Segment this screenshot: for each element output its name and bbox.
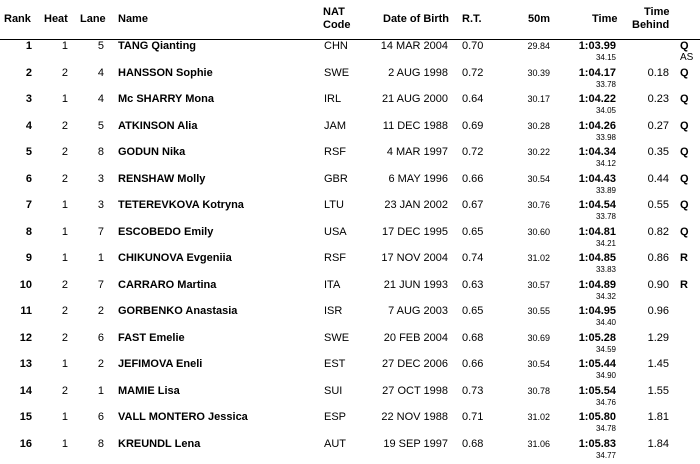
cell-dob: 21 AUG 2000 <box>375 93 448 106</box>
cell-nat: ITA <box>324 279 364 292</box>
cell-lane: 3 <box>86 199 104 212</box>
cell-heat: 2 <box>50 332 68 345</box>
cell-dob: 27 DEC 2006 <box>375 358 448 371</box>
cell-dob: 7 AUG 2003 <box>375 305 448 318</box>
cell-time-behind: 0.96 <box>630 305 669 318</box>
cell-heat: 2 <box>50 385 68 398</box>
cell-name: VALL MONTERO Jessica <box>118 411 318 424</box>
cell-split-100m: 34.77 <box>560 451 616 460</box>
cell-split-50m: 30.55 <box>510 305 550 318</box>
cell-qualification: R <box>680 252 694 265</box>
cell-name: ATKINSON Alia <box>118 120 318 133</box>
cell-nat: SWE <box>324 332 364 345</box>
cell-nat: JAM <box>324 120 364 133</box>
cell-name: TANG Qianting <box>118 40 318 53</box>
cell-time: 1:05.80 <box>560 411 616 424</box>
cell-rt: 0.74 <box>462 252 492 265</box>
cell-qualification: R <box>680 279 694 292</box>
cell-split-100m: 33.78 <box>560 212 616 221</box>
cell-rank: 15 <box>0 411 32 424</box>
cell-rt: 0.65 <box>462 305 492 318</box>
cell-rt: 0.65 <box>462 226 492 239</box>
cell-heat: 2 <box>50 279 68 292</box>
cell-name: GODUN Nika <box>118 146 318 159</box>
cell-rank: 6 <box>0 173 32 186</box>
cell-nat: IRL <box>324 93 364 106</box>
cell-name: CHIKUNOVA Evgeniia <box>118 252 318 265</box>
cell-nat: GBR <box>324 173 364 186</box>
cell-qualification: Q <box>680 173 694 186</box>
cell-nat: SWE <box>324 67 364 80</box>
cell-lane: 3 <box>86 173 104 186</box>
cell-time-behind: 0.55 <box>630 199 669 212</box>
cell-split-50m: 30.57 <box>510 279 550 292</box>
cell-lane: 8 <box>86 146 104 159</box>
header-lane: Lane <box>80 13 106 26</box>
cell-name: KREUNDL Lena <box>118 438 318 451</box>
header-rank: Rank <box>4 13 31 26</box>
cell-split-50m: 30.28 <box>510 120 550 133</box>
cell-rt: 0.68 <box>462 438 492 451</box>
cell-nat: CHN <box>324 40 364 53</box>
table-row <box>0 358 700 385</box>
cell-time-behind: 1.81 <box>630 411 669 424</box>
cell-dob: 21 JUN 1993 <box>375 279 448 292</box>
cell-heat: 2 <box>50 173 68 186</box>
cell-time-behind: 1.29 <box>630 332 669 345</box>
cell-time-behind: 0.35 <box>630 146 669 159</box>
cell-time-behind: 0.82 <box>630 226 669 239</box>
cell-name: RENSHAW Molly <box>118 173 318 186</box>
cell-rt: 0.68 <box>462 332 492 345</box>
cell-rt: 0.72 <box>462 67 492 80</box>
cell-name: ESCOBEDO Emily <box>118 226 318 239</box>
header-behind-line2: Behind <box>632 19 669 32</box>
cell-split-50m: 30.22 <box>510 146 550 159</box>
cell-heat: 1 <box>50 358 68 371</box>
cell-time-behind: 0.23 <box>630 93 669 106</box>
header-time: Time <box>592 13 617 26</box>
cell-dob: 22 NOV 1988 <box>375 411 448 424</box>
cell-nat: SUI <box>324 385 364 398</box>
cell-lane: 1 <box>86 252 104 265</box>
cell-rt: 0.64 <box>462 93 492 106</box>
header-rt: R.T. <box>462 13 482 26</box>
cell-rank: 7 <box>0 199 32 212</box>
cell-nat: RSF <box>324 146 364 159</box>
cell-nat: ISR <box>324 305 364 318</box>
cell-qualification: Q <box>680 120 694 133</box>
cell-time: 1:05.44 <box>560 358 616 371</box>
table-row <box>0 385 700 412</box>
cell-nat: USA <box>324 226 364 239</box>
cell-rank: 13 <box>0 358 32 371</box>
cell-lane: 6 <box>86 332 104 345</box>
cell-split-100m: 34.15 <box>560 53 616 62</box>
cell-time-behind: 0.27 <box>630 120 669 133</box>
table-row <box>0 438 700 464</box>
cell-time: 1:04.43 <box>560 173 616 186</box>
cell-rt: 0.66 <box>462 173 492 186</box>
cell-rank: 3 <box>0 93 32 106</box>
cell-rank: 11 <box>0 305 32 318</box>
cell-nat: RSF <box>324 252 364 265</box>
cell-dob: 2 AUG 1998 <box>375 67 448 80</box>
cell-rank: 12 <box>0 332 32 345</box>
cell-name: HANSSON Sophie <box>118 67 318 80</box>
cell-time-behind: 0.18 <box>630 67 669 80</box>
cell-heat: 2 <box>50 305 68 318</box>
cell-name: MAMIE Lisa <box>118 385 318 398</box>
cell-split-100m: 34.05 <box>560 106 616 115</box>
cell-time-behind: 1.55 <box>630 385 669 398</box>
cell-time: 1:04.26 <box>560 120 616 133</box>
cell-split-50m: 30.17 <box>510 93 550 106</box>
header-behind-line1: Time <box>644 6 669 19</box>
cell-name: TETEREVKOVA Kotryna <box>118 199 318 212</box>
header-nat-line2: Code <box>323 19 351 32</box>
cell-heat: 1 <box>50 411 68 424</box>
cell-heat: 1 <box>50 199 68 212</box>
cell-lane: 8 <box>86 438 104 451</box>
table-row <box>0 173 700 200</box>
table-row <box>0 252 700 279</box>
cell-nat: ESP <box>324 411 364 424</box>
cell-rt: 0.69 <box>462 120 492 133</box>
cell-dob: 23 JAN 2002 <box>375 199 448 212</box>
table-row <box>0 199 700 226</box>
cell-rt: 0.70 <box>462 40 492 53</box>
cell-lane: 5 <box>86 120 104 133</box>
cell-time: 1:04.85 <box>560 252 616 265</box>
cell-record-mark: AS <box>680 53 700 62</box>
cell-time-behind: 1.45 <box>630 358 669 371</box>
cell-lane: 5 <box>86 40 104 53</box>
header-dob: Date of Birth <box>383 13 449 26</box>
cell-time-behind: 1.84 <box>630 438 669 451</box>
table-row <box>0 279 700 306</box>
cell-rank: 4 <box>0 120 32 133</box>
cell-dob: 27 OCT 1998 <box>375 385 448 398</box>
cell-rank: 8 <box>0 226 32 239</box>
cell-rank: 10 <box>0 279 32 292</box>
cell-heat: 1 <box>50 438 68 451</box>
table-row <box>0 226 700 253</box>
cell-lane: 7 <box>86 226 104 239</box>
cell-rt: 0.72 <box>462 146 492 159</box>
cell-lane: 1 <box>86 385 104 398</box>
cell-nat: AUT <box>324 438 364 451</box>
cell-dob: 4 MAR 1997 <box>375 146 448 159</box>
cell-rt: 0.63 <box>462 279 492 292</box>
cell-rank: 2 <box>0 67 32 80</box>
cell-name: JEFIMOVA Eneli <box>118 358 318 371</box>
cell-rt: 0.71 <box>462 411 492 424</box>
table-header <box>0 0 700 40</box>
table-row <box>0 411 700 438</box>
cell-heat: 1 <box>50 93 68 106</box>
cell-dob: 17 DEC 1995 <box>375 226 448 239</box>
cell-time: 1:05.54 <box>560 385 616 398</box>
cell-split-100m: 33.89 <box>560 186 616 195</box>
cell-split-50m: 30.54 <box>510 173 550 186</box>
cell-rank: 5 <box>0 146 32 159</box>
cell-time: 1:04.81 <box>560 226 616 239</box>
table-row <box>0 146 700 173</box>
cell-time-behind: 0.90 <box>630 279 669 292</box>
cell-split-50m: 31.06 <box>510 438 550 451</box>
cell-qualification: Q <box>680 67 694 80</box>
cell-split-50m: 31.02 <box>510 411 550 424</box>
cell-split-100m: 34.78 <box>560 424 616 433</box>
cell-time: 1:04.54 <box>560 199 616 212</box>
cell-split-50m: 30.54 <box>510 358 550 371</box>
cell-qualification: Q <box>680 226 694 239</box>
cell-rank: 14 <box>0 385 32 398</box>
cell-split-100m: 34.90 <box>560 371 616 380</box>
table-row <box>0 40 700 67</box>
table-row <box>0 120 700 147</box>
cell-name: GORBENKO Anastasia <box>118 305 318 318</box>
cell-dob: 6 MAY 1996 <box>375 173 448 186</box>
table-row <box>0 93 700 120</box>
header-heat: Heat <box>44 13 68 26</box>
cell-qualification: Q <box>680 199 694 212</box>
cell-time: 1:05.83 <box>560 438 616 451</box>
cell-time: 1:04.22 <box>560 93 616 106</box>
cell-lane: 2 <box>86 305 104 318</box>
header-name: Name <box>118 13 148 26</box>
cell-lane: 7 <box>86 279 104 292</box>
cell-split-50m: 29.84 <box>510 40 550 53</box>
cell-dob: 20 FEB 2004 <box>375 332 448 345</box>
cell-split-100m: 34.59 <box>560 345 616 354</box>
cell-split-50m: 30.60 <box>510 226 550 239</box>
cell-split-100m: 34.76 <box>560 398 616 407</box>
cell-time-behind: 0.44 <box>630 173 669 186</box>
cell-lane: 4 <box>86 67 104 80</box>
cell-heat: 1 <box>50 40 68 53</box>
cell-rt: 0.73 <box>462 385 492 398</box>
cell-split-100m: 34.21 <box>560 239 616 248</box>
cell-split-50m: 30.78 <box>510 385 550 398</box>
cell-heat: 1 <box>50 226 68 239</box>
cell-split-100m: 33.83 <box>560 265 616 274</box>
cell-split-100m: 33.98 <box>560 133 616 142</box>
cell-rank: 16 <box>0 438 32 451</box>
table-row <box>0 332 700 359</box>
cell-heat: 2 <box>50 120 68 133</box>
header-nat-line1: NAT <box>323 6 345 19</box>
cell-qualification: Q <box>680 40 694 53</box>
cell-time: 1:04.89 <box>560 279 616 292</box>
cell-rt: 0.67 <box>462 199 492 212</box>
table-row <box>0 67 700 94</box>
cell-heat: 2 <box>50 146 68 159</box>
cell-nat: EST <box>324 358 364 371</box>
cell-split-100m: 34.40 <box>560 318 616 327</box>
cell-lane: 4 <box>86 93 104 106</box>
cell-time: 1:04.95 <box>560 305 616 318</box>
cell-time: 1:04.34 <box>560 146 616 159</box>
table-row <box>0 305 700 332</box>
cell-split-50m: 30.69 <box>510 332 550 345</box>
cell-heat: 1 <box>50 252 68 265</box>
cell-split-100m: 34.12 <box>560 159 616 168</box>
cell-dob: 19 SEP 1997 <box>375 438 448 451</box>
cell-time-behind: 0.86 <box>630 252 669 265</box>
cell-rank: 9 <box>0 252 32 265</box>
cell-dob: 14 MAR 2004 <box>375 40 448 53</box>
cell-time: 1:05.28 <box>560 332 616 345</box>
cell-split-100m: 33.78 <box>560 80 616 89</box>
cell-lane: 2 <box>86 358 104 371</box>
cell-nat: LTU <box>324 199 364 212</box>
cell-dob: 17 NOV 2004 <box>375 252 448 265</box>
cell-rank: 1 <box>0 40 32 53</box>
cell-time: 1:04.17 <box>560 67 616 80</box>
cell-qualification: Q <box>680 93 694 106</box>
cell-name: CARRARO Martina <box>118 279 318 292</box>
cell-name: Mc SHARRY Mona <box>118 93 318 106</box>
cell-split-100m: 34.32 <box>560 292 616 301</box>
cell-qualification: Q <box>680 146 694 159</box>
cell-split-50m: 30.76 <box>510 199 550 212</box>
header-split: 50m <box>528 13 550 26</box>
cell-time: 1:03.99 <box>560 40 616 53</box>
cell-lane: 6 <box>86 411 104 424</box>
cell-name: FAST Emelie <box>118 332 318 345</box>
cell-rt: 0.66 <box>462 358 492 371</box>
cell-split-50m: 31.02 <box>510 252 550 265</box>
cell-dob: 11 DEC 1988 <box>375 120 448 133</box>
cell-split-50m: 30.39 <box>510 67 550 80</box>
cell-heat: 2 <box>50 67 68 80</box>
